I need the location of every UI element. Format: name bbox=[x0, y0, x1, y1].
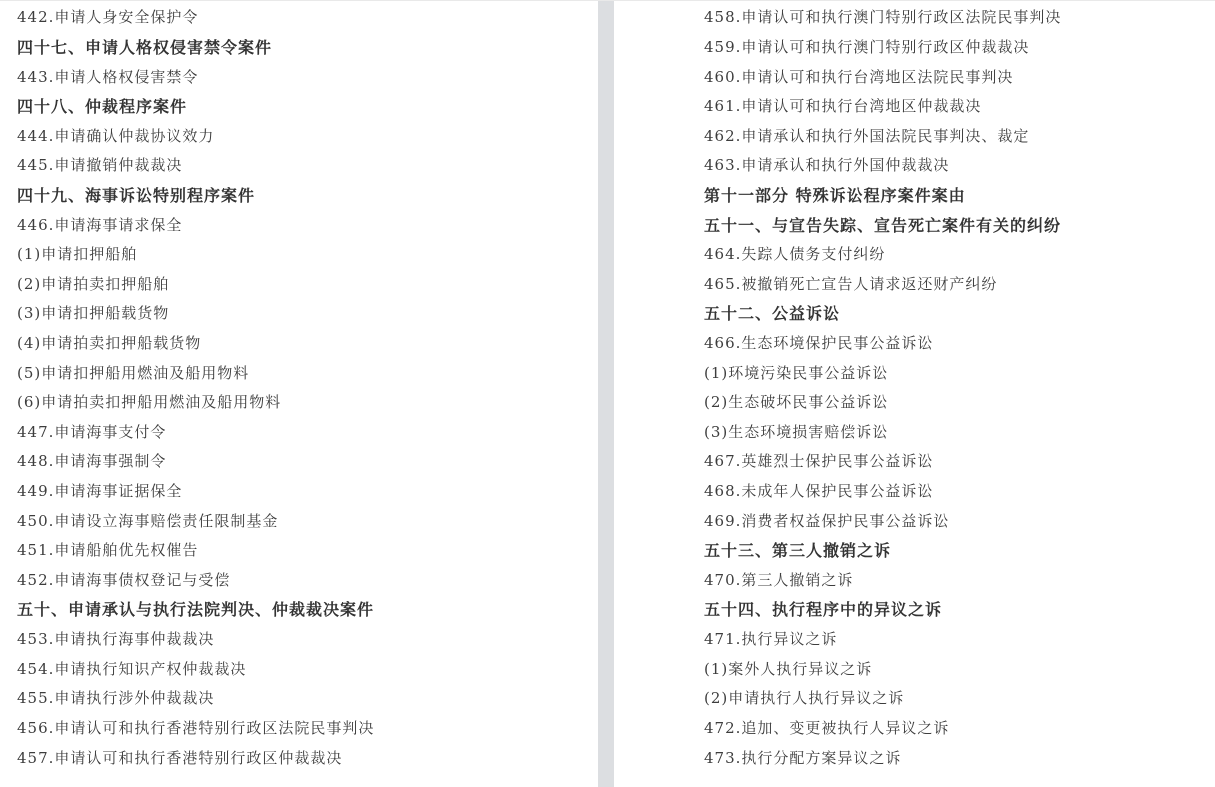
case-item: (3)生态环境损害赔偿诉讼 bbox=[704, 422, 889, 441]
case-item: 468.未成年人保护民事公益诉讼 bbox=[704, 482, 934, 501]
section-heading: 五十四、执行程序中的异议之诉 bbox=[704, 600, 943, 620]
section-heading: 四十九、海事诉讼特别程序案件 bbox=[17, 185, 256, 205]
case-item: 455.申请执行涉外仲裁裁决 bbox=[17, 689, 215, 708]
case-item: (2)申请拍卖扣押船舶 bbox=[17, 274, 170, 293]
section-heading: 五十二、公益诉讼 bbox=[704, 304, 841, 324]
case-item: (6)申请拍卖扣押船用燃油及船用物料 bbox=[17, 393, 282, 412]
column-divider bbox=[598, 1, 614, 787]
section-heading: 五十一、与宣告失踪、宣告死亡案件有关的纠纷 bbox=[704, 215, 1062, 235]
case-item: 443.申请人格权侵害禁令 bbox=[17, 67, 199, 86]
case-item: 450.申请设立海事赔偿责任限制基金 bbox=[17, 511, 279, 530]
case-item: 447.申请海事支付令 bbox=[17, 422, 167, 441]
case-item: 467.英雄烈士保护民事公益诉讼 bbox=[704, 452, 934, 471]
case-item: 456.申请认可和执行香港特别行政区法院民事判决 bbox=[17, 718, 375, 737]
case-item: 457.申请认可和执行香港特别行政区仲裁裁决 bbox=[17, 748, 343, 767]
case-item: 449.申请海事证据保全 bbox=[17, 482, 183, 501]
case-item: 459.申请认可和执行澳门特别行政区仲裁裁决 bbox=[704, 37, 1030, 56]
case-item: (1)案外人执行异议之诉 bbox=[704, 659, 873, 678]
case-item: 452.申请海事债权登记与受偿 bbox=[17, 570, 231, 589]
case-item: 454.申请执行知识产权仲裁裁决 bbox=[17, 659, 247, 678]
case-item: 472.追加、变更被执行人异议之诉 bbox=[704, 718, 950, 737]
case-item: 444.申请确认仲裁协议效力 bbox=[17, 126, 215, 145]
case-item: (3)申请扣押船载货物 bbox=[17, 304, 170, 323]
case-item: (2)生态破坏民事公益诉讼 bbox=[704, 393, 889, 412]
case-item: 462.申请承认和执行外国法院民事判决、裁定 bbox=[704, 126, 1030, 145]
case-item: 442.申请人身安全保护令 bbox=[17, 8, 199, 27]
case-item: 446.申请海事请求保全 bbox=[17, 215, 183, 234]
left-column bbox=[17, 2, 587, 772]
case-item: 473.执行分配方案异议之诉 bbox=[704, 748, 902, 767]
case-item: (1)申请扣押船舶 bbox=[17, 245, 138, 264]
case-item: (2)申请执行人执行异议之诉 bbox=[704, 689, 905, 708]
case-item: 471.执行异议之诉 bbox=[704, 630, 838, 649]
case-item: 461.申请认可和执行台湾地区仲裁裁决 bbox=[704, 97, 982, 116]
section-heading: 四十七、申请人格权侵害禁令案件 bbox=[17, 37, 273, 57]
case-item: 458.申请认可和执行澳门特别行政区法院民事判决 bbox=[704, 8, 1062, 27]
case-item: 460.申请认可和执行台湾地区法院民事判决 bbox=[704, 67, 1014, 86]
section-heading: 五十、申请承认与执行法院判决、仲裁裁决案件 bbox=[17, 600, 375, 620]
right-column bbox=[704, 2, 1209, 772]
case-item: (1)环境污染民事公益诉讼 bbox=[704, 363, 889, 382]
case-item: 445.申请撤销仲裁裁决 bbox=[17, 156, 183, 175]
case-item: 463.申请承认和执行外国仲裁裁决 bbox=[704, 156, 950, 175]
case-item: 464.失踪人债务支付纠纷 bbox=[704, 245, 886, 264]
case-item: 453.申请执行海事仲裁裁决 bbox=[17, 630, 215, 649]
section-heading: 五十三、第三人撤销之诉 bbox=[704, 541, 892, 561]
case-item: 451.申请船舶优先权催告 bbox=[17, 541, 199, 560]
case-item: (5)申请扣押船用燃油及船用物料 bbox=[17, 363, 250, 382]
case-item: 448.申请海事强制令 bbox=[17, 452, 167, 471]
section-heading: 四十八、仲裁程序案件 bbox=[17, 97, 188, 117]
case-item: (4)申请拍卖扣押船载货物 bbox=[17, 334, 202, 352]
case-item: 470.第三人撤销之诉 bbox=[704, 570, 854, 589]
section-heading: 第十一部分 特殊诉讼程序案件案由 bbox=[704, 185, 966, 205]
case-item: 466.生态环境保护民事公益诉讼 bbox=[704, 334, 934, 352]
case-item: 469.消费者权益保护民事公益诉讼 bbox=[704, 511, 950, 530]
case-item: 465.被撤销死亡宣告人请求返还财产纠纷 bbox=[704, 274, 998, 293]
